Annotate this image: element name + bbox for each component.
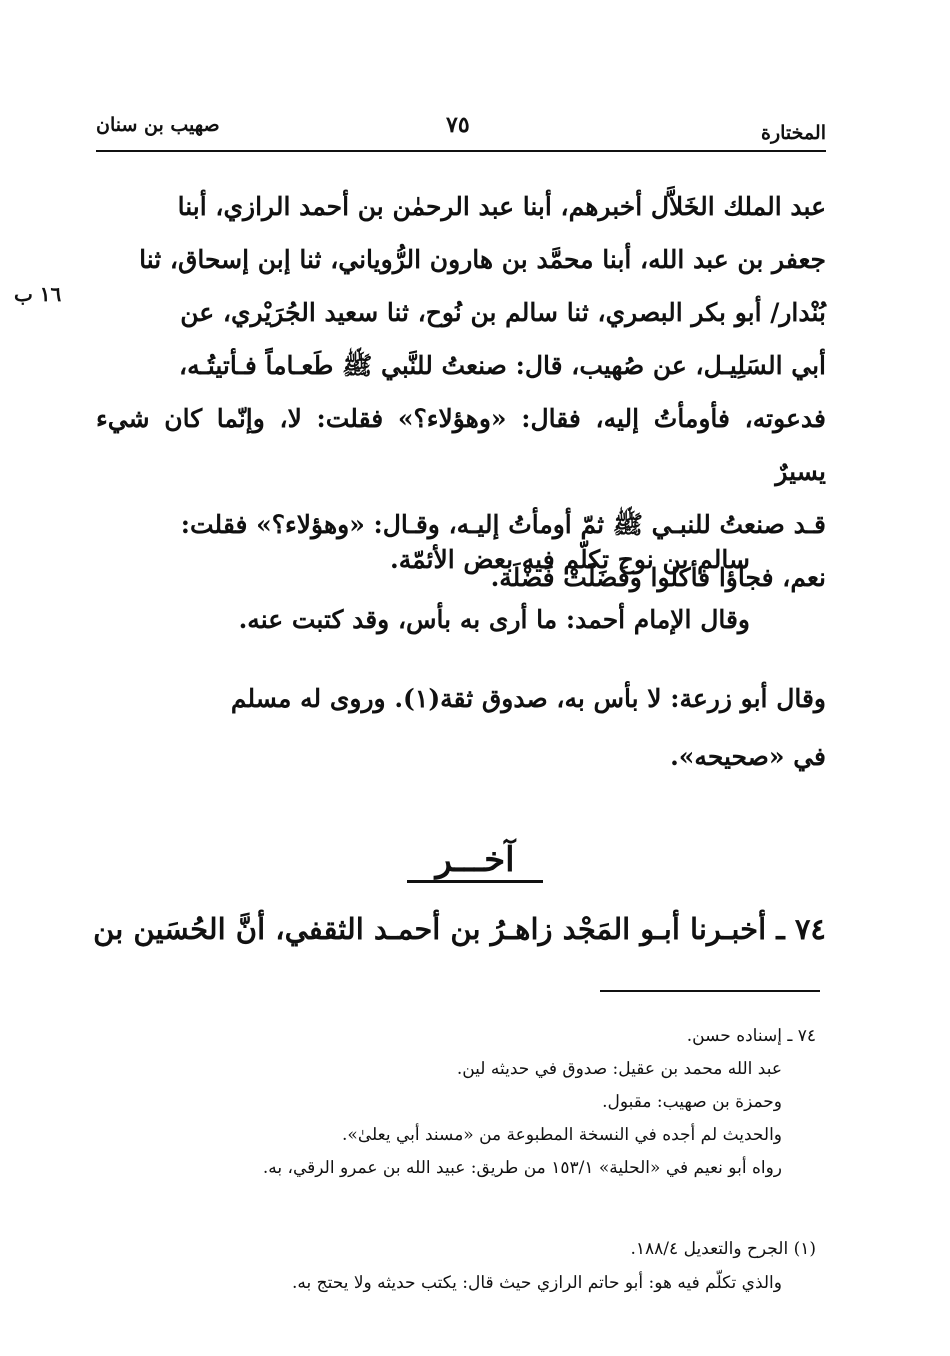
text-line: نعم، فجاؤا فأكلوا وفَضَلَتْ فَضْلَة. xyxy=(490,563,826,592)
page-number: ٧٥ xyxy=(446,112,470,138)
commentary-notes xyxy=(116,1020,816,1185)
book-title: المختارة xyxy=(761,122,826,144)
text-line: وقال أبو زرعة: لا بأس به، صدوق ثقة(١). وروى له مسلم xyxy=(230,684,826,713)
text-line: فدعوته، فأومأتُ إليه، فقال: «وهؤلاء؟» فقلت: لا، وإنّما كان شيء يسيرٌ xyxy=(96,404,826,486)
footnote-line: والذي تكلّم فيه هو: أبو حاتم الرازي حيث قال: يكتب حديثه ولا يحتج به. xyxy=(291,1273,782,1293)
text-line: بُنْدار/ أبو بكر البصري، ثنا سالم بن نُوح، ثنا سعيد الجُرَيْري، عن xyxy=(180,298,826,327)
main-text xyxy=(96,180,826,604)
note-line: والحديث لم أجده في النسخة المطبوعة من «مسند أبي يعلىٰ». xyxy=(342,1125,782,1145)
text-line: جعفر بن عبد الله، أبنا محمَّد بن هارون الرُّوياني، ثنا إبن إسحاق، ثنا xyxy=(139,245,826,274)
chapter-title: صهيب بن سنان xyxy=(96,114,220,136)
paragraph-ahmad: وقال الإمام أحمد: ما أرى به بأس، وقد كتبت عنه. xyxy=(238,605,750,634)
paragraph-abu-zura xyxy=(96,670,826,786)
footnote-divider xyxy=(600,990,820,992)
note-line: وحمزة بن صهيب: مقبول. xyxy=(602,1092,782,1112)
paragraph-salim: سالم بن نوح تكلّم فيه بعض الأئمّة. xyxy=(390,545,750,574)
footnote-line: (١) الجرح والتعديل ١٨٨/٤. xyxy=(630,1239,816,1259)
text-line: في «صحيحه». xyxy=(670,742,826,771)
section-heading xyxy=(0,840,950,883)
margin-note: ١٦ ب xyxy=(14,282,62,306)
text-line: قـد صنعتُ للنبـي ﷺ ثمّ أومأتُ إليـه، وقـال: «وهؤلاء؟» فقلت: xyxy=(180,510,826,539)
footnotes xyxy=(116,1232,816,1300)
page-header xyxy=(96,108,826,148)
header-divider xyxy=(96,150,826,152)
note-line: رواه أبو نعيم في «الحلية» ١٥٣/١ من طريق: عبيد الله بن عمرو الرقي، به. xyxy=(262,1158,782,1178)
note-line: عبد الله محمد بن عقيل: صدوق في حديثه لين. xyxy=(456,1059,782,1079)
note-line: ٧٤ ـ إسناده حسن. xyxy=(686,1026,816,1046)
text-line: أبي السَلِيـل، عن صُهيب، قال: صنعتُ للنَّبي ﷺ طَعـاماً فـأتيتُـه، xyxy=(179,351,826,380)
hadith-line: ٧٤ ـ أخبـرنا أبـو المَجْد زاهـرُ بن أحمـد الثقفي، أنَّ الحُسَين بن xyxy=(93,912,826,946)
section-heading-text: آخـــر xyxy=(407,840,542,883)
text-line: عبد الملك الخَلاَّل أخبرهم، أبنا عبد الرحمٰن بن أحمد الرازي، أبنا xyxy=(177,192,826,221)
